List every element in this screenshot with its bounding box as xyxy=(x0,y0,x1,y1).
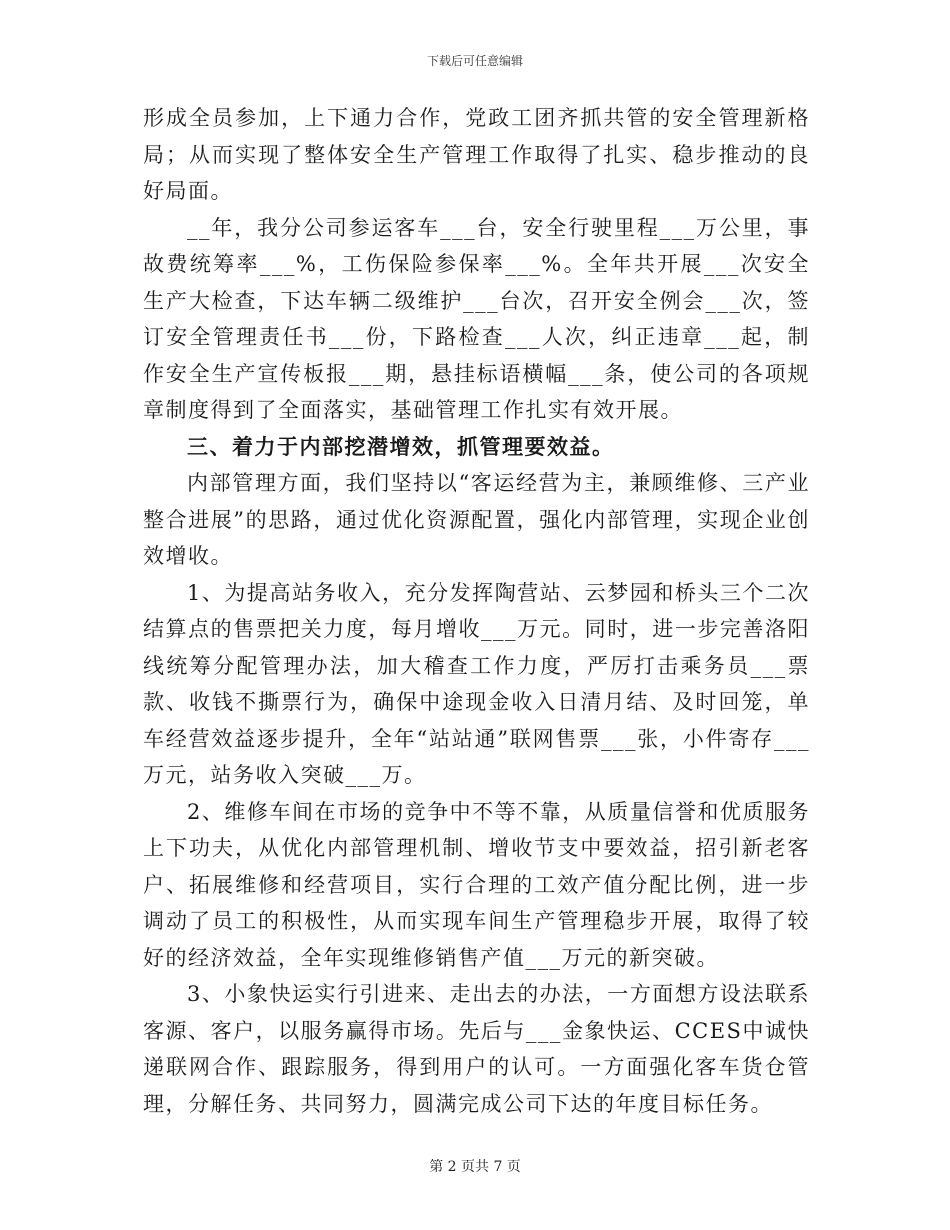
page-header: 下载后可任意编辑 xyxy=(426,54,523,68)
paragraph-internal-management: 内部管理方面，我们坚持以“客运经营为主，兼顾维修、三产业整合进展”的思路，通过优化资源配置，强化内部管理，实现企业创效增收。 xyxy=(143,471,810,568)
paragraph-item-3: 3、小象快运实行引进来、走出去的办法，一方面想方设法联系客源、客户，以服务赢得市场。先后与___金象快运、CCES中诚快递联网合作、跟踪服务，得到用户的认可。一方面强化客车货仓管理，分解任务、共同努力，圆满完成公司下达的年度目标任务。 xyxy=(143,982,810,1116)
paragraph-safety-stats: __年，我分公司参运客车___台，安全行驶里程___万公里，事故费统筹率___%，工伤保险参保率___%。全年共开展___次安全生产大检查，下达车辆二级维护___台次，召开安全例会___次，签订安全管理责任书___份，下路检查___人次，纠正违章___起，制作安全生产宣传板报___期，悬挂标语横幅___条，使公司的各项规章制度得到了全面落实，基础管理工作扎实有效开展。 xyxy=(143,215,810,422)
paragraph-item-1: 1、为提高站务收入，充分发挥陶营站、云梦园和桥头三个二次结算点的售票把关力度，每月增收___万元。同时，进一步完善洛阳线统筹分配管理办法，加大稽查工作力度，严厉打击乘务员___票款、收钱不撕票行为，确保中途现金收入日清月结、及时回笼，单车经营效益逐步提升，全年“站站通”联网售票___张，小件寄存___万元，站务收入突破___万。 xyxy=(143,580,810,787)
section-heading-3: 三、着力于内部挖潜增效，抓管理要效益。 xyxy=(187,433,615,459)
document-body xyxy=(143,100,810,1122)
page-footer: 第 2 页共 7 页 xyxy=(429,1159,521,1175)
paragraph-continuation: 形成全员参加，上下通力合作，党政工团齐抓共管的安全管理新格局；从而实现了整体安全生产管理工作取得了扎实、稳步推动的良好局面。 xyxy=(143,106,810,203)
paragraph-item-2: 2、维修车间在市场的竞争中不等不靠，从质量信誉和优质服务上下功夫，从优化内部管理机制、增收节支中要效益，招引新老客户、拓展维修和经营项目，实行合理的工效产值分配比例，进一步调动了员工的积极性，从而实现车间生产管理稳步开展，取得了较好的经济效益，全年实现维修销售产值___万元的新突破。 xyxy=(143,799,810,970)
